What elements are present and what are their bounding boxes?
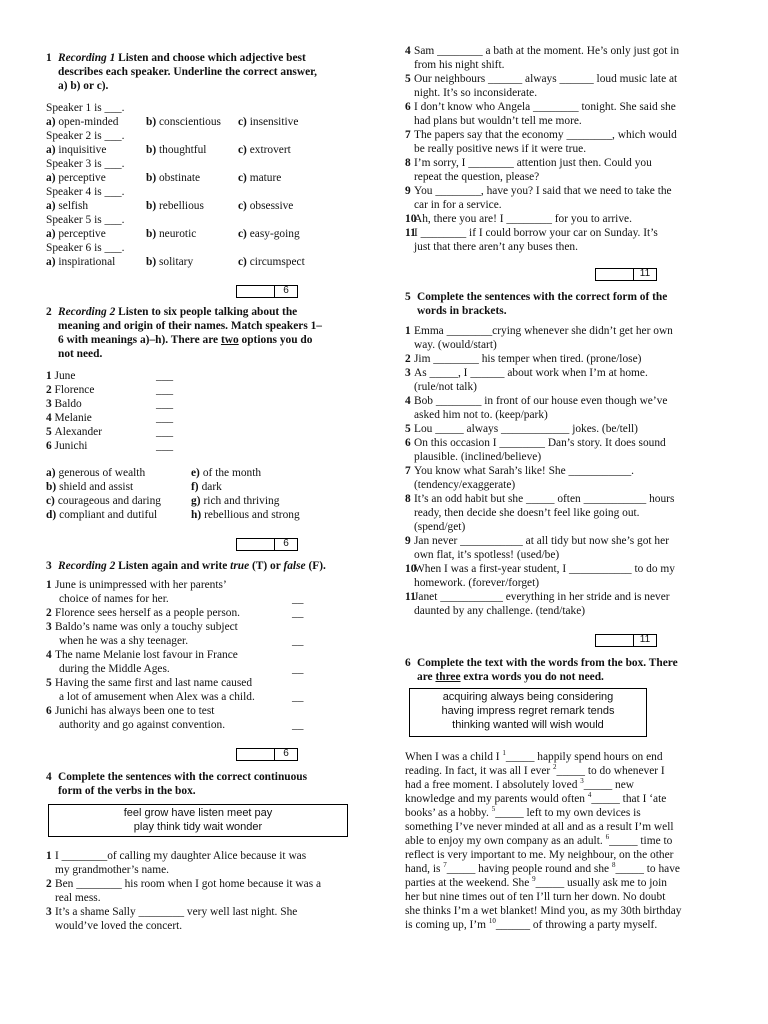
instruction-text: meaning and origin of their names. Match speakers 1– — [58, 320, 322, 332]
statement-item: 3 Baldo’s name was only a touchy subject when he was a shy teenager. __ — [46, 621, 304, 647]
option-a[interactable]: a) perceptive — [46, 228, 106, 240]
exercise-5-heading: 5 Complete the sentences with the correct form of the words in brackets. — [405, 291, 668, 317]
statement-item: 2 Florence sees herself as a people person. __ — [46, 607, 304, 619]
sentence-item: 7 The papers say that the economy ________, which would be really positive news if it were true. — [405, 129, 677, 155]
true-false-blank[interactable]: __ — [292, 719, 304, 731]
score-total: 6 — [283, 285, 289, 296]
gap[interactable]: ______ of throwing a party myself. — [495, 919, 658, 931]
true-false-blank[interactable]: __ — [292, 607, 304, 619]
answer-blank[interactable]: ___ — [156, 370, 174, 382]
gap-number: 1 — [502, 749, 506, 758]
option-row — [46, 115, 368, 129]
sentence-item: 10 When I was a first-year student, I ___________ to do my homework. (forever/forget) — [405, 563, 675, 589]
exercise-number: 1 — [46, 52, 52, 64]
speaker-prompt: Speaker 2 is ___. — [46, 130, 125, 142]
instruction-text: Listen to six people talking about the — [115, 306, 298, 318]
true-false-blank[interactable]: __ — [292, 593, 304, 605]
word-box-line: thinking wanted will wish would — [452, 719, 604, 731]
exercise-2-meanings — [46, 466, 368, 522]
text-line: she thinks I’m a wet blanket! Mind you, as my 30th birthday — [405, 905, 682, 917]
option-b[interactable]: b) conscientious — [146, 116, 221, 128]
speaker-prompt: Speaker 5 is ___. — [46, 214, 125, 226]
name-item: 2 Florence ___ — [46, 384, 174, 396]
text-line: When I was a child I $^1$_____ happily spend hours on end — [405, 749, 663, 763]
recording-label: Recording 2 — [58, 306, 116, 318]
meaning-row: b) shield and assist f) dark — [46, 481, 222, 493]
gap-number: 4 — [587, 791, 592, 800]
instruction-text: Listen and choose which adjective best — [115, 52, 306, 64]
sentence-item: 2 Ben ________ his room when I got home because it was a real mess. — [46, 878, 322, 904]
score-box — [595, 634, 657, 647]
text-line: knowledge and my parents would often $^4$_____ that I ‘ate — [405, 791, 667, 805]
gap[interactable]: _____ left to my own devices is — [495, 807, 641, 819]
text-line: reading. In fact, it was all I ever $^2$_____ to do whenever I — [405, 763, 665, 777]
option-c[interactable]: c) mature — [238, 172, 282, 184]
gap-number: 3 — [580, 777, 584, 786]
sentence-item: 5 Lou _____ always ____________ jokes. (be/tell) — [405, 423, 638, 435]
score-box — [595, 268, 657, 281]
option-a[interactable]: a) inspirational — [46, 256, 116, 268]
exercise-2-heading: 2 Recording 2 Listen to six people talking about the meaning and origin of their names. Match speakers 1– 6 with meanings a)–h). There are two options you do not need. — [46, 305, 368, 361]
option-a[interactable]: a) inquisitive — [46, 144, 107, 156]
sentence-item: 1 I ________of calling my daughter Alice because it was my grandmother’s name. — [46, 850, 307, 876]
sentence-item: 9 You ________, have you? I said that we need to take the car in for a service. — [405, 185, 672, 211]
sentence-item: 5 Our neighbours ______ always ______ loud music late at night. It’s so inconsiderate. — [405, 73, 678, 99]
exercise-4-heading: 4 Complete the sentences with the correct continuous form of the verbs in the box. — [46, 771, 308, 797]
gap[interactable]: _____ happily spend hours on end — [505, 751, 663, 763]
sentence-item: 11 I ________ if I could borrow your car on Sunday. It’s just that there aren’t any buses then. — [405, 227, 658, 253]
option-c[interactable]: c) obsessive — [238, 200, 294, 212]
gap[interactable]: _____ new — [583, 779, 635, 791]
true-false-blank[interactable]: __ — [292, 691, 304, 703]
name-item: 4 Melanie ___ — [46, 412, 174, 424]
option-b[interactable]: b) neurotic — [146, 228, 197, 240]
sentence-item: 10 Ah, there you are! I ________ for you to arrive. — [405, 213, 632, 225]
recording-label: Recording 1 — [58, 52, 116, 64]
sentence-item: 4 Sam ________ a bath at the moment. He’s only just got in from his night shift. — [405, 45, 680, 71]
option-a[interactable]: a) selfish — [46, 200, 89, 212]
statement-item: 6 Junichi has always been one to test authority and go against convention. __ — [46, 705, 304, 731]
text-line: is coming up, I’m $^{10}$______ of throwing a party myself. — [405, 917, 658, 931]
word-box-line: acquiring always being considering — [442, 691, 614, 703]
score-box — [236, 748, 298, 761]
answer-blank[interactable]: ___ — [156, 426, 174, 438]
word-box — [409, 688, 647, 737]
text-line: books’ as a hobby. $^5$_____ left to my own devices is — [405, 805, 641, 819]
option-a[interactable]: a) open-minded — [46, 116, 119, 128]
speaker-prompt: Speaker 3 is ___. — [46, 158, 125, 170]
option-row — [46, 199, 368, 213]
sentence-item: 8 It’s an odd habit but she _____ often ___________ hours ready, then decide she doesn’t feel like going out. (spend/get) — [405, 493, 675, 533]
verb-box-line: play think tidy wait wonder — [133, 821, 263, 833]
meaning-row: c) courageous and daring g) rich and thriving — [46, 495, 280, 507]
text-line: something I’ve never minded at all and as a result I’m well — [405, 821, 674, 833]
gap-number: 6 — [605, 833, 610, 842]
option-c[interactable]: c) easy-going — [238, 228, 300, 240]
option-row — [46, 227, 368, 241]
sentence-item: 6 I don’t know who Angela ________ tonight. She said she had plans but wouldn’t tell me more. — [405, 101, 676, 127]
option-row — [46, 255, 368, 269]
score-total: 6 — [283, 748, 289, 759]
text-line: her but nine times out of ten I’ll turn her down. No doubt — [405, 891, 666, 903]
option-b[interactable]: b) obstinate — [146, 172, 201, 184]
sentence-item: 8 I’m sorry, I ________ attention just then. Could you repeat the question, please? — [405, 157, 652, 183]
sentence-item: 7 You know what Sarah’s like! She ___________. (tendency/exaggerate) — [405, 465, 635, 491]
sentence-item: 2 Jim ________ his temper when tired. (prone/lose) — [405, 353, 642, 365]
option-a[interactable]: a) perceptive — [46, 172, 106, 184]
exercise-1-heading — [46, 51, 368, 93]
speaker-prompt: Speaker 6 is ___. — [46, 242, 125, 254]
gap-number: 7 — [443, 861, 447, 870]
speaker-prompt: Speaker 1 is ___. — [46, 102, 125, 114]
exercise-4-sentences-right — [405, 44, 723, 254]
speaker-prompt: Speaker 4 is ___. — [46, 186, 125, 198]
sentence-item: 11 Janet ___________ everything in her stride and is never daunted by any challenge. (tend/take) — [405, 591, 670, 617]
gap-number: 8 — [611, 861, 616, 870]
answer-blank[interactable]: ___ — [156, 398, 174, 410]
exercise-5-sentences — [405, 324, 723, 618]
instruction-text: describes each speaker. Underline the correct answer, — [58, 66, 317, 78]
text-line: reflect is very important to me. My neighbour, on the other — [405, 849, 674, 861]
exercise-3-statements — [46, 578, 368, 732]
verb-box-line: feel grow have listen meet pay — [123, 807, 273, 819]
score-box — [236, 285, 298, 298]
option-b[interactable]: b) solitary — [146, 256, 194, 268]
answer-blank[interactable]: ___ — [156, 412, 174, 424]
meaning-row: d) compliant and dutiful h) rebellious and strong — [46, 509, 300, 521]
option-c[interactable]: c) extrovert — [238, 144, 291, 156]
score-total: 11 — [639, 268, 651, 279]
name-item: 3 Baldo ___ — [46, 398, 174, 410]
gap-number: 10 — [488, 917, 496, 926]
score-box — [236, 538, 298, 551]
statement-item: 5 Having the same first and last name caused a lot of amusement when Alex was a child. __ — [46, 677, 304, 703]
sentence-item: 3 As _____, I ______ about work when I’m at home. (rule/not talk) — [405, 367, 648, 393]
gap[interactable]: _____ usually ask me to join — [535, 877, 667, 889]
exercise-6-heading: 6 Complete the text with the words from the box. There are three extra words you do not need. — [405, 657, 678, 683]
gap[interactable]: _____ having people round and she — [446, 863, 612, 875]
statement-item: 1 June is unimpressed with her parents’ choice of names for her. __ — [46, 579, 304, 605]
gap-number: 5 — [491, 805, 496, 814]
gap-number: 9 — [532, 875, 536, 884]
gap[interactable]: _____ time to — [609, 835, 673, 847]
exercise-3-heading: 3 Recording 2 Listen again and write true (T) or false (F). — [46, 560, 326, 572]
answer-blank[interactable]: ___ — [156, 384, 174, 396]
word-box-line: having impress regret remark tends — [441, 705, 615, 717]
option-row — [46, 143, 368, 157]
sentence-item: 9 Jan never ___________ at all tidy but now she’s got her own flat, it’s spotless! (used/be) — [405, 535, 669, 561]
option-b[interactable]: b) rebellious — [146, 200, 204, 212]
instruction-text: a) b) or c). — [58, 80, 109, 92]
option-c[interactable]: c) circumspect — [238, 256, 305, 268]
name-item: 1 June ___ — [46, 370, 174, 382]
name-item: 5 Alexander ___ — [46, 426, 174, 438]
meaning-row: a) generous of wealth e) of the month — [46, 467, 262, 479]
gap[interactable]: _____ to have — [615, 863, 680, 875]
answer-blank[interactable]: ___ — [156, 440, 174, 452]
name-item: 6 Junichi ___ — [46, 440, 174, 452]
sentence-item: 3 It’s a shame Sally ________ very well last night. She would’ve loved the concert. — [46, 906, 298, 932]
option-row — [46, 171, 368, 185]
instruction-text: not need. — [58, 348, 103, 360]
gap[interactable]: _____ that I ‘ate — [591, 793, 667, 805]
text-line: had a free moment. I absolutely loved $^3$_____ new — [405, 777, 635, 791]
exercise-1-questions — [46, 101, 368, 269]
gap-fill-text — [405, 750, 723, 932]
true-false-blank[interactable]: __ — [292, 635, 304, 647]
option-b[interactable]: b) thoughtful — [146, 144, 207, 156]
gap[interactable]: _____ to do whenever I — [556, 765, 665, 777]
sentence-item: 6 On this occasion I ________ Dan’s story. It does sound plausible. (inclined/believe) — [405, 437, 666, 463]
true-false-blank[interactable]: __ — [292, 663, 304, 675]
option-c[interactable]: c) insensitive — [238, 116, 299, 128]
text-line: hand, is $^7$_____ having people round and she $^8$_____ to have — [405, 861, 680, 875]
statement-item: 4 The name Melanie lost favour in France during the Middle Ages. __ — [46, 649, 304, 675]
exercise-2-names — [46, 369, 368, 453]
exercise-number: 2 — [46, 306, 52, 318]
text-line: able to enjoy my own company as an adult. $^6$_____ time to — [405, 833, 673, 847]
gap-number: 2 — [553, 763, 557, 772]
sentence-item: 1 Emma ________crying whenever she didn’t get her own way. (would/start) — [405, 325, 673, 351]
exercise-4-sentences-left — [46, 849, 368, 933]
score-total: 11 — [639, 634, 651, 645]
sentence-item: 4 Bob ________ in front of our house even though we’ve asked him not to. (keep/park) — [405, 395, 668, 421]
score-total: 6 — [283, 538, 289, 549]
verb-box — [48, 804, 348, 837]
text-line: parties at the weekend. She $^9$_____ usually ask me to join — [405, 875, 667, 889]
